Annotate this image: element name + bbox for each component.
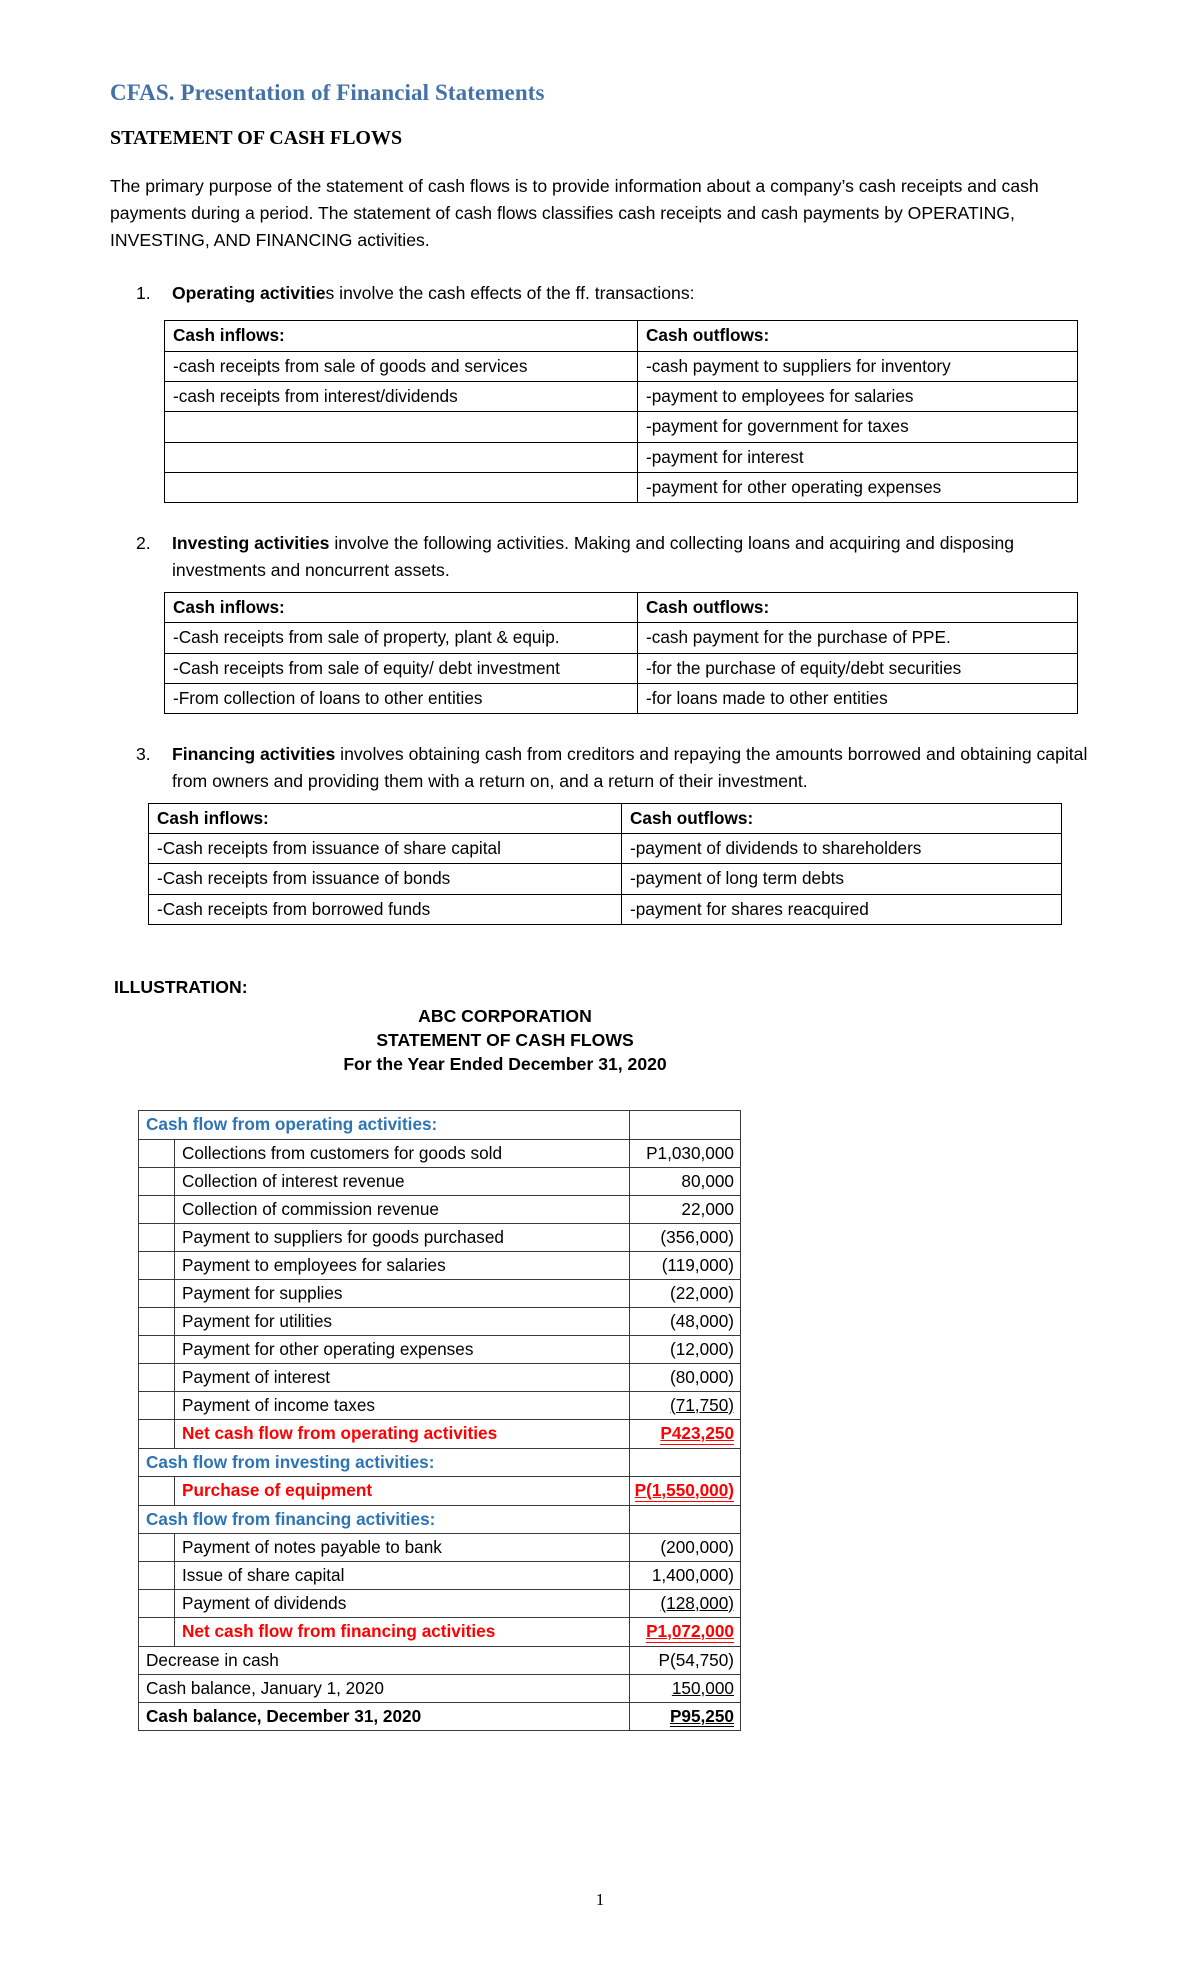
statement-table-wrapper [138,1110,1090,1731]
row-amount-value: 150,000 [671,1677,734,1698]
outflow-cell: -payment for other operating expenses [638,473,1078,503]
row-amount-value: P(1,550,000) [634,1479,734,1500]
table-row-summary [139,1646,741,1674]
statement-period: For the Year Ended December 31, 2020 [343,1054,667,1075]
outflow-cell: -cash payment to suppliers for inventory [638,351,1078,381]
table-row [149,803,1062,833]
row-amount: (22,000) [630,1279,741,1307]
row-amount: (12,000) [630,1335,741,1363]
list-rest-2: involve the following activities. Making and collecting loans and acquiring and disposing investments and noncurrent assets. [172,533,1015,581]
indent-cell [139,1223,175,1251]
intro-paragraph: The primary purpose of the statement of cash flows is to provide information about a company’s cash receipts and cash payments during a period. The statement of cash flows classifies cash receipts and cash payments by OPERATING, INVESTING, AND FINANCING activities. [110,176,1039,250]
header-outflows: Cash outflows: [638,321,1078,351]
table-row [165,412,1078,442]
financing-table-wrapper [148,803,1090,925]
page-number: 1 [595,1890,605,1909]
indent-cell [139,1335,175,1363]
table-row [139,1335,741,1363]
outflow-cell: -payment for shares reacquired [622,894,1062,924]
table-row [139,1307,741,1335]
row-amount: (356,000) [630,1223,741,1251]
table-row-summary [139,1702,741,1731]
row-label: Cash flow from operating activities: [139,1111,630,1139]
indent-cell [139,1589,175,1617]
table-row [149,834,1062,864]
row-amount [630,1589,741,1617]
table-row [139,1139,741,1167]
table-row-section [139,1111,741,1139]
inflow-cell: -Cash receipts from sale of equity/ debt investment [165,653,638,683]
list-item-operating [110,280,1090,307]
indent-cell [139,1195,175,1223]
row-label: Collection of commission revenue [175,1195,630,1223]
row-amount: (80,000) [630,1363,741,1391]
table-row [165,321,1078,351]
row-amount [630,1448,741,1476]
table-row-section [139,1505,741,1533]
row-label: Payment of notes payable to bank [175,1533,630,1561]
list-bold-lead-3: Financing activities [172,744,336,765]
operating-table-wrapper [164,320,1090,503]
list-number-3: 3. [136,744,151,765]
indent-cell [139,1419,175,1448]
row-amount-value: (128,000) [660,1592,734,1613]
inflow-cell: -cash receipts from sale of goods and services [165,351,638,381]
cash-flow-statement-table [138,1110,741,1731]
row-amount-value: P95,250 [669,1705,734,1726]
list-item-financing [110,741,1090,794]
outflow-cell: -for the purchase of equity/debt securities [638,653,1078,683]
row-label: Cash balance, January 1, 2020 [139,1674,630,1702]
header-inflows: Cash inflows: [149,803,622,833]
table-row-total [139,1617,741,1646]
row-label: Net cash flow from operating activities [175,1419,630,1448]
row-label: Payment of interest [175,1363,630,1391]
row-label: Payment to employees for salaries [175,1251,630,1279]
inflow-cell [165,412,638,442]
table-row [149,894,1062,924]
row-label: Cash flow from financing activities: [139,1505,630,1533]
table-row [139,1279,741,1307]
illustration-label: ILLUSTRATION: [114,977,248,998]
outflow-cell: -for loans made to other entities [638,683,1078,713]
table-row [139,1589,741,1617]
list-bold-lead-1: Operating activitie [172,282,326,303]
row-label: Purchase of equipment [175,1476,630,1505]
row-label: Collections from customers for goods sold [175,1139,630,1167]
table-row [165,592,1078,622]
list-number-2: 2. [136,533,151,554]
indent-cell [139,1363,175,1391]
company-name: ABC CORPORATION [418,1006,592,1027]
row-amount: 1,400,000) [630,1561,741,1589]
row-label: Cash balance, December 31, 2020 [139,1702,630,1731]
row-amount: 80,000 [630,1167,741,1195]
row-label: Cash flow from investing activities: [139,1448,630,1476]
row-amount: 22,000 [630,1195,741,1223]
inflow-cell: -From collection of loans to other entities [165,683,638,713]
row-label: Payment for utilities [175,1307,630,1335]
list-bold-lead-2: Investing activities [172,533,330,554]
indent-cell [139,1139,175,1167]
table-row [149,864,1062,894]
indent-cell [139,1279,175,1307]
inflow-cell: -Cash receipts from issuance of bonds [149,864,622,894]
list-number-1: 1. [136,282,151,303]
financing-activities-table [148,803,1062,925]
section-heading: STATEMENT OF CASH FLOWS [110,127,403,150]
row-amount-value: (71,750) [669,1394,734,1415]
row-amount-value: P1,072,000 [646,1620,734,1641]
inflow-cell: -Cash receipts from sale of property, plant & equip. [165,623,638,653]
indent-cell [139,1391,175,1419]
row-label: Payment for supplies [175,1279,630,1307]
page-title: CFAS. Presentation of Financial Statements [110,80,545,105]
inflow-cell [165,442,638,472]
investing-activities-table [164,592,1078,714]
table-row-section [139,1448,741,1476]
outflow-cell: -payment for government for taxes [638,412,1078,442]
table-row [139,1561,741,1589]
table-row [165,623,1078,653]
outflow-cell: -cash payment for the purchase of PPE. [638,623,1078,653]
row-amount [630,1391,741,1419]
row-amount: P1,030,000 [630,1139,741,1167]
table-row-total [139,1419,741,1448]
header-outflows: Cash outflows: [638,592,1078,622]
table-row-summary [139,1674,741,1702]
table-row [139,1167,741,1195]
table-row [165,351,1078,381]
row-amount [630,1674,741,1702]
row-amount [630,1476,741,1505]
list-rest-1: s involve the cash effects of the ff. transactions: [325,282,695,303]
indent-cell [139,1533,175,1561]
header-outflows: Cash outflows: [622,803,1062,833]
outflow-cell: -payment to employees for salaries [638,381,1078,411]
outflow-cell: -payment of dividends to shareholders [622,834,1062,864]
row-label: Payment for other operating expenses [175,1335,630,1363]
table-row [165,381,1078,411]
row-amount [630,1702,741,1731]
spacer [110,714,1090,741]
table-row [139,1223,741,1251]
row-amount: (200,000) [630,1533,741,1561]
table-row [139,1251,741,1279]
row-amount-value: P423,250 [660,1422,734,1443]
row-label: Net cash flow from financing activities [175,1617,630,1646]
row-label: Issue of share capital [175,1561,630,1589]
inflow-cell [165,473,638,503]
row-amount: (119,000) [630,1251,741,1279]
row-label: Payment of dividends [175,1589,630,1617]
statement-header [110,1004,900,1076]
table-row [165,473,1078,503]
outflow-cell: -payment for interest [638,442,1078,472]
outflow-cell: -payment of long term debts [622,864,1062,894]
spacer [110,925,1090,977]
spacer [110,503,1090,530]
statement-name: STATEMENT OF CASH FLOWS [376,1030,634,1051]
indent-cell [139,1307,175,1335]
row-label: Collection of interest revenue [175,1167,630,1195]
table-row [165,683,1078,713]
header-inflows: Cash inflows: [165,321,638,351]
row-amount [630,1111,741,1139]
row-amount: (48,000) [630,1307,741,1335]
indent-cell [139,1167,175,1195]
table-row [165,442,1078,472]
row-amount [630,1419,741,1448]
indent-cell [139,1251,175,1279]
table-row [139,1363,741,1391]
table-row [165,653,1078,683]
table-row-total [139,1476,741,1505]
inflow-cell: -Cash receipts from issuance of share capital [149,834,622,864]
header-inflows: Cash inflows: [165,592,638,622]
row-amount [630,1505,741,1533]
table-row [139,1391,741,1419]
row-amount: P(54,750) [630,1646,741,1674]
investing-table-wrapper [164,592,1090,714]
indent-cell [139,1476,175,1505]
list-rest-3: involves obtaining cash from creditors and repaying the amounts borrowed and obtaining capital from owners and providing them with a return on, and a return of their investment. [172,744,1088,792]
row-amount [630,1617,741,1646]
table-row [139,1533,741,1561]
operating-activities-table [164,320,1078,503]
list-item-investing [110,530,1090,583]
row-label: Decrease in cash [139,1646,630,1674]
indent-cell [139,1617,175,1646]
row-label: Payment of income taxes [175,1391,630,1419]
document-content [110,80,1090,1731]
inflow-cell: -cash receipts from interest/dividends [165,381,638,411]
indent-cell [139,1561,175,1589]
inflow-cell: -Cash receipts from borrowed funds [149,894,622,924]
table-row [139,1195,741,1223]
row-label: Payment to suppliers for goods purchased [175,1223,630,1251]
